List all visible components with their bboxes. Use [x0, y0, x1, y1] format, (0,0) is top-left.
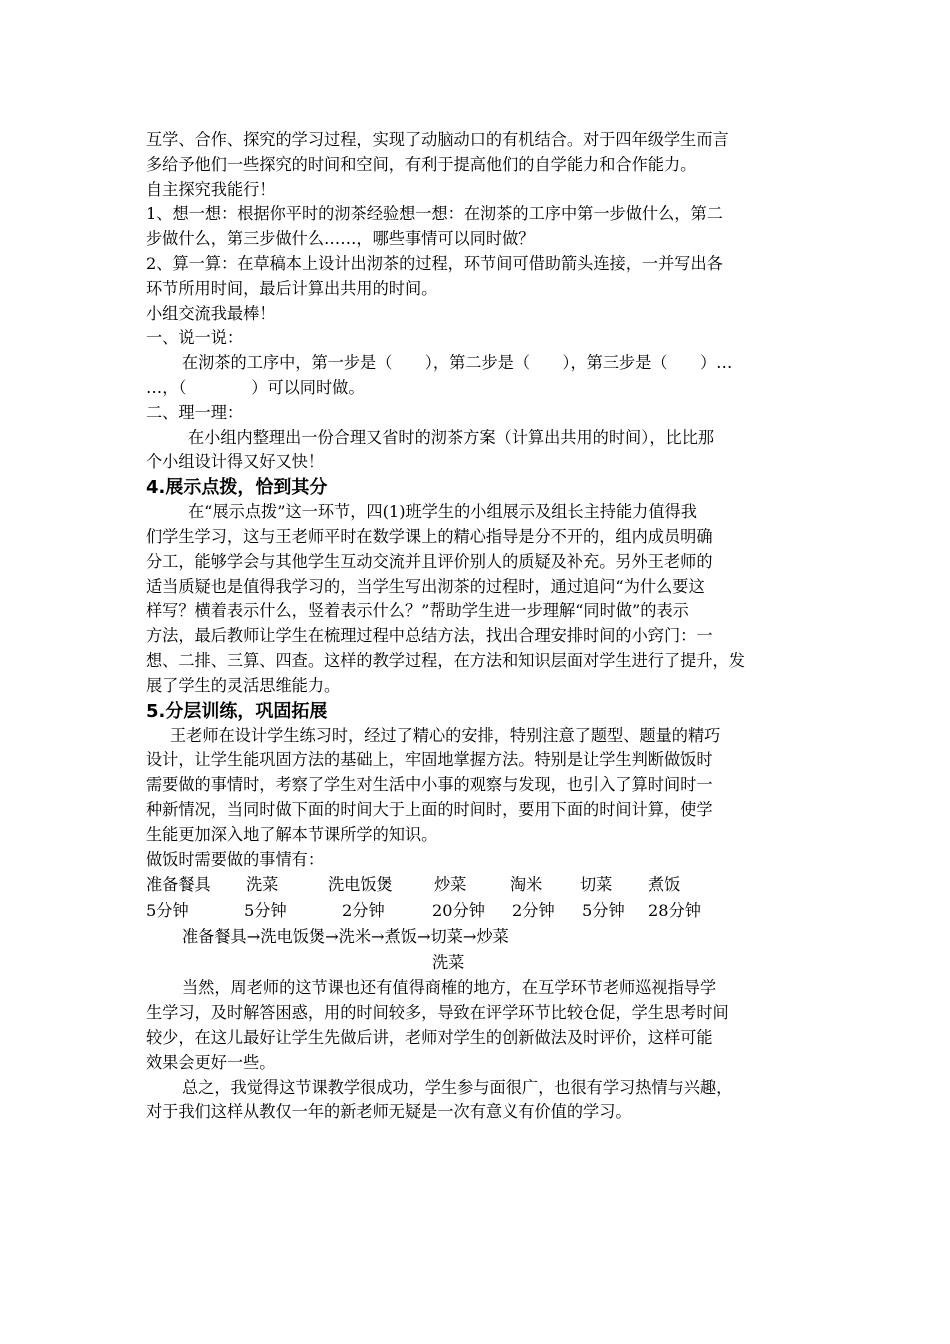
time-cell: 20分钟	[432, 901, 485, 921]
cooking-title: 做饭时需要做的事情有：	[146, 849, 325, 869]
section4-line: 展了学生的灵活思维能力。	[146, 675, 341, 695]
time-cell: 5分钟	[146, 901, 189, 921]
document-body	[146, 128, 810, 1125]
task-cell: 洗电饭煲	[328, 875, 393, 895]
section4-line: 们学生学习，这与王老师平时在数学课上的精心指导是分不开的，组内成员明确	[146, 526, 713, 546]
task-cell: 切菜	[580, 875, 613, 895]
reflection-line: 当然，周老师的这节课也还有值得商榷的地方，在互学环节老师巡视指导学	[182, 978, 717, 998]
time-cell: 5分钟	[582, 901, 625, 921]
time-cell: 5分钟	[244, 901, 287, 921]
self-explore-item: 环节所用时间，最后计算出共用的时间。	[146, 278, 438, 298]
section4-line: 在“展示点拨”这一环节，四(1)班学生的小组展示及组长主持能力值得我	[188, 502, 697, 522]
cooking-flow-parallel: 洗菜	[432, 953, 465, 973]
reflection-line: 较少，在这儿最好让学生先做后讲，老师对学生的创新做法及时评价，这样可能	[146, 1027, 713, 1047]
conclusion-line: 总之，我觉得这节课教学很成功，学生参与面很广，也很有学习热情与兴趣，	[182, 1077, 733, 1097]
section5-line: 王老师在设计学生练习时，经过了精心的安排，特别注意了题型、题量的精巧	[170, 725, 721, 745]
section5-heading: 5.分层训练，巩固拓展	[146, 700, 328, 722]
section5-line: 需要做的事情时，考察了学生对生活中小事的观察与发现，也引入了算时间时一	[146, 775, 713, 795]
sort-line: 在小组内整理出一份合理又省时的沏茶方案（计算出共用的时间），比比那	[188, 427, 715, 447]
say-line: 在沏茶的工序中，第一步是（ ），第二步是（ ），第三步是（ ）…	[182, 353, 733, 373]
task-cell: 炒菜	[434, 875, 467, 895]
say-title: 一、说一说：	[146, 328, 244, 348]
group-title: 小组交流我最棒！	[146, 303, 276, 323]
section4-line: 适当质疑也是值得我学习的，当学生写出沏茶的过程时，通过追问“为什么要这	[146, 576, 705, 596]
section5-line: 种新情况，当同时做下面的时间大于上面的时间时，要用下面的时间计算，使学	[146, 799, 713, 819]
task-cell: 煮饭	[648, 875, 681, 895]
reflection-line: 效果会更好一些。	[146, 1052, 276, 1072]
section4-line: 方法，最后教师让学生在梳理过程中总结方法，找出合理安排时间的小窍门：一	[146, 626, 713, 646]
say-line: …，（ ）可以同时做。	[146, 377, 365, 397]
task-cell: 淘米	[510, 875, 543, 895]
section5-line: 生能更加深入地了解本节课所学的知识。	[146, 824, 438, 844]
time-cell: 2分钟	[512, 901, 555, 921]
section4-line: 想、二排、三算、四查。这样的教学过程，在方法和知识层面对学生进行了提升，发	[146, 650, 745, 670]
self-explore-item: 1、想一想：根据你平时的沏茶经验想一想：在沏茶的工序中第一步做什么，第二	[146, 204, 723, 224]
time-cell: 2分钟	[342, 901, 385, 921]
cooking-flow: 准备餐具→洗电饭煲→洗米→煮饭→切菜→炒菜	[182, 927, 509, 947]
self-explore-title: 自主探究我能行！	[146, 179, 276, 199]
self-explore-item: 2、算一算：在草稿本上设计出沏茶的过程，环节间可借助箭头连接，一并写出各	[146, 253, 723, 273]
sort-title: 二、理一理：	[146, 402, 244, 422]
section5-line: 设计，让学生能巩固方法的基础上，牢固地掌握方法。特别是让学生判断做饭时	[146, 750, 713, 770]
task-cell: 洗菜	[246, 875, 279, 895]
section4-line: 样写？横着表示什么，竖着表示什么？”帮助学生进一步理解“同时做”的表示	[146, 601, 689, 621]
reflection-line: 生学习，及时解答困惑，用的时间较多，导致在评学环节比较仓促，学生思考时间	[146, 1003, 729, 1023]
time-cell: 28分钟	[648, 901, 701, 921]
conclusion-line: 对于我们这样从教仅一年的新老师无疑是一次有意义有价值的学习。	[146, 1102, 632, 1122]
self-explore-item: 步做什么，第三步做什么……，哪些事情可以同时做？	[146, 229, 535, 249]
section4-line: 分工，能够学会与其他学生互动交流并且评价别人的质疑及补充。另外王老师的	[146, 551, 713, 571]
cooking-times-row	[146, 898, 810, 924]
sort-line: 个小组设计得又好又快！	[146, 452, 325, 472]
intro-line: 互学、合作、探究的学习过程，实现了动脑动口的有机结合。对于四年级学生而言	[146, 130, 729, 149]
cooking-tasks-row	[146, 872, 810, 898]
intro-line: 多给予他们一些探究的时间和空间，有利于提高他们的自学能力和合作能力。	[146, 154, 697, 174]
task-cell: 准备餐具	[146, 875, 211, 895]
section4-heading: 4.展示点拨，恰到其分	[146, 477, 328, 499]
